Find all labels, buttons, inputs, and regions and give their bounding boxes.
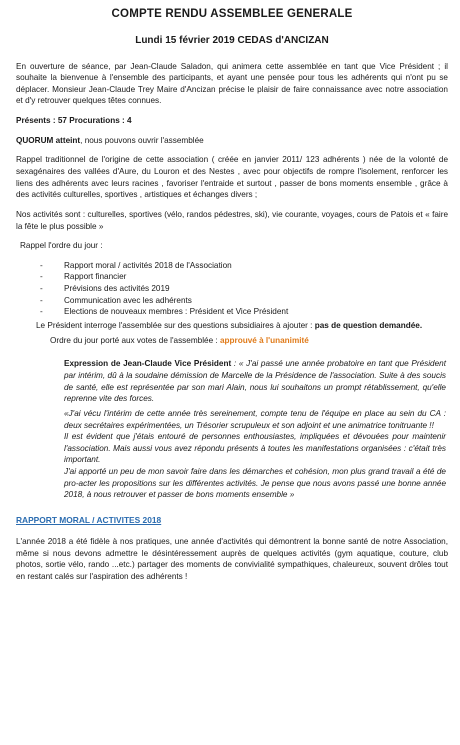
quorum-text: , nous pouvons ouvrir l'assemblée [80, 135, 204, 145]
speech-text: : « J'ai passé une année probatoire en tant que Président par intérim, dû à la soudaine démission de Marcelle de la Présidence de l'association. Suite à des soucis de santé, elle est représentée par son mari Alain, nous lui souhaitons un prompt rétablissement, qu'elle reprenne vite des forces. [64, 359, 446, 404]
agenda-vote [50, 335, 448, 347]
subsidiary-questions-text: Le Président interroge l'assemblée sur des questions subsidiaires à ajouter : [36, 321, 315, 331]
quorum-line [16, 135, 448, 147]
speech-paragraph: «J'ai vécu l'intérim de cette année très sereinement, compte tenu de l'équipe en place au sein du CA : deux secrétaires expérimentées, un Trésorier scrupuleux et son adjoint et une animatrice tonitruante !! [64, 408, 446, 430]
speech-heading: Expression de Jean-Claude Vice Président [64, 359, 232, 369]
opening-paragraph: En ouverture de séance, par Jean-Claude Saladon, qui animera cette assemblée en tant que Vice Président ; il souhaite la bienvenue à l'ensemble des participants, et ayant une pensée pour tous les adhérents qui n'ont pu se déplacer. Monsieur Jean-Claude Trey Maire d'Ancizan précise le plaisir de faire connaissance avec notre association et d'y retrouver quelques têtes connues. [16, 61, 448, 106]
agenda-list [16, 260, 448, 318]
attendance-line: Présents : 57 Procurations : 4 [16, 116, 132, 126]
section-heading: RAPPORT MORAL / ACTIVITES 2018 [16, 515, 162, 526]
agenda-item: - Rapport financier [40, 271, 448, 283]
page-title: COMPTE RENDU ASSEMBLEE GENERALE [111, 8, 353, 20]
speech-paragraph: Il est évident que j'étais entouré de personnes enthousiastes, impliquées et dévouées pour maintenir l'association. Mais aussi vous avez répondu présents à toutes les manifestations organisées : c'était très important. [64, 432, 446, 465]
agenda-intro: Rappel l'ordre du jour : [20, 241, 103, 251]
speech-paragraph: J'ai apporté un peu de mon savoir faire dans les démarches et cohésion, mon plus grand travail a été de pro-acter les propositions sur les différentes activités. Je pense que nous avons passé une bonne année 2018, à nous retrouver et passer de bons moments ensemble » [64, 467, 446, 500]
meeting-date-location: Lundi 15 février 2019 CEDAS d'ANCIZAN [135, 35, 329, 47]
quorum-label: QUORUM atteint [16, 135, 81, 145]
activities-paragraph: Nos activités sont : culturelles, sportives (vélo, randos pédestres, ski), vie courante, voyages, cours de Patois et « faire la fête le plus possible » [16, 209, 448, 231]
speech-paragraph [64, 358, 446, 405]
subsidiary-questions [36, 320, 448, 332]
agenda-vote-result: approuvé à l'unanimité [219, 335, 309, 345]
agenda-item: - Elections de nouveaux membres : Président et Vice Président [40, 306, 448, 318]
vice-president-speech [64, 358, 446, 501]
subsidiary-questions-answer: pas de question demandée. [314, 321, 423, 331]
history-paragraph: Rappel traditionnel de l'origine de cette association ( créée en janvier 2011/ 123 adhérents ) née de la volonté de sexagénaires des vallées d'Aure, du Louron et des Nestes , avec pour objectifs de rompre l'isolement, renforcer les liens des adhérents avec leurs racines , favoriser l'entraide et surtout , passer de bons moments ensemble , grâce à des activités culturelles, sportives , artistiques et échanges divers ; [16, 155, 448, 200]
section-paragraph: L'année 2018 a été fidèle à nos pratiques, une année d'activités qui démontrent la bonne santé de notre Association, même si nous devons admettre le désintéressement auprès de quelques activités (gym aquatique, couture, club photos, sortie vélo, rando ...etc.) partager des moments de convivialité sympathiques, chaleureux, souvent drôles tout en restant calés sur l'aspiration des adhérents ! [16, 536, 448, 581]
agenda-item: - Prévisions des activités 2019 [40, 283, 448, 295]
agenda-item: - Communication avec les adhérents [40, 295, 448, 307]
agenda-vote-text: Ordre du jour porté aux votes de l'assemblée : [50, 335, 220, 345]
agenda-item: - Rapport moral / activités 2018 de l'Association [40, 260, 448, 272]
